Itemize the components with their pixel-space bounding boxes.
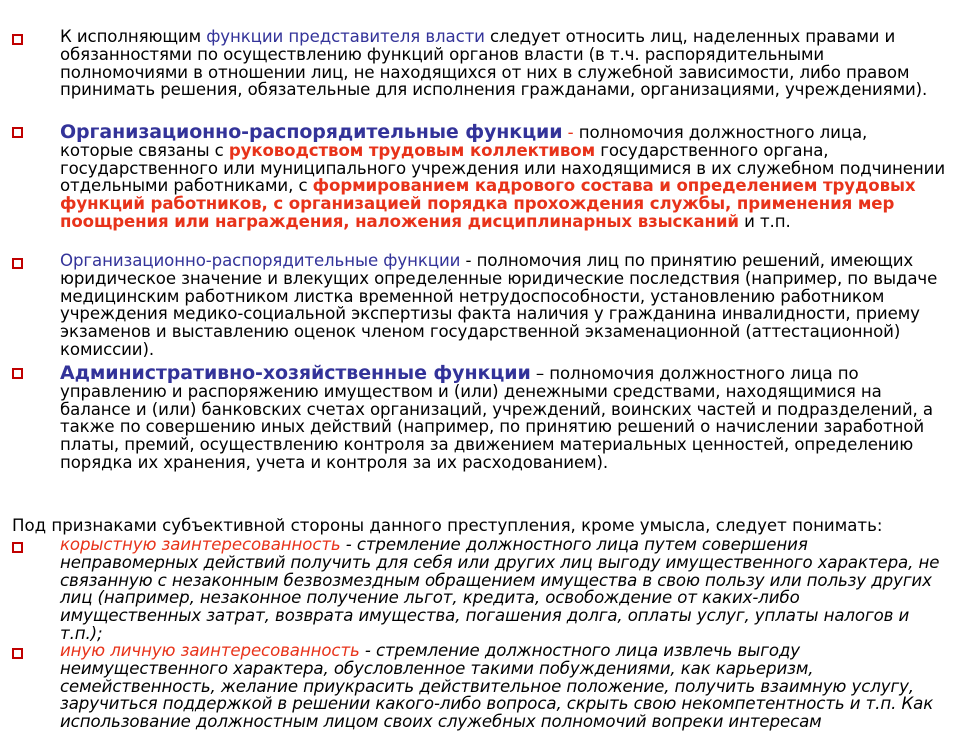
term-self-interest: корыстную заинтересованность <box>60 535 341 554</box>
text: - стремление должностного лица извлечь выгоду неимущественного характера, обусловленное такими побуждениями, как карьеризм, семейственность, желание приукрасить действительное положение, получить взаимную услугу, заручиться поддержкой в решении какого-либо вопроса, скрыть свою некомпетентность и т.п. Как использование должностным лицом своих служебных полномочий вопреки интересам <box>60 641 934 731</box>
square-bullet-icon <box>12 34 23 45</box>
term-org-admin-functions: Организационно-распорядительные функции <box>60 251 461 270</box>
text: - полномочия лиц по принятию решений, имеющих юридическое значение и влекущих определенные юридические последствия (например, по выдаче медицинским работником листка временной нетрудоспособности, установлению работником учреждения медико-социальной экспертизы факта наличия у гражданина инвалидности, приему экзаменов и выставлению оценок членом государственной экзаменационной (аттестационной) комиссии). <box>60 251 938 359</box>
square-bullet-icon <box>12 648 23 659</box>
text: и т.п. <box>738 211 791 231</box>
term-admin-economic-functions: Административно-хозяйственные функции <box>60 362 531 384</box>
square-bullet-icon <box>12 258 23 269</box>
item-text <box>60 121 945 231</box>
text: полномочия должностного лица, которые связаны с <box>60 123 868 160</box>
square-bullet-icon <box>12 127 23 138</box>
highlight-text: руководством трудовым коллективом <box>228 140 596 160</box>
highlight-text: формированием кадрового состава и определением трудовых функций работников, с организацией порядка прохождения службы, применения мер поощрения или награждения, наложения дисциплинарных взысканий <box>60 176 916 231</box>
term-personal-interest: иную личную заинтересованность <box>60 641 360 660</box>
text: государственного органа, государственного или муниципального учреждения или находящимися в их служебном подчинении отдельными работниками, с <box>60 140 945 196</box>
term-representative-functions: функции представителя власти <box>206 27 485 46</box>
item-text <box>60 536 945 643</box>
text: следует относить лиц, наделенных правами и обязанностями по осуществлению функций органов власти (в т.ч. распорядительными полномочиями в отношении лиц, не находящихся от них в служебной зависимости, либо правом принимать решения, обязательные для исполнения гражданами, организациями, учреждениями). <box>60 27 928 100</box>
text: - стремление должностного лица путем совершения неправомерных действий получить для себя или других лиц выгоду имущественного характера, не связанную с незаконным безвозмездным обращением имущества в свою пользу или пользу других лиц (например, незаконное получение льгот, кредита, освобождение от каких-либо имущественных затрат, возврата имущества, погашения долга, оплаты услуг, уплаты налогов и т.п.); <box>60 535 940 643</box>
item-text <box>60 252 945 359</box>
term-org-admin-functions: Организационно-распорядительные функции <box>60 121 563 143</box>
item-text <box>60 642 945 731</box>
square-bullet-icon <box>12 368 23 379</box>
text: – полномочия должностного лица по управлению и распоряжению имуществом и (или) денежными средствами, находящимися на балансе и (или) банковских счетах организаций, учреждений, воинских частей и подразделений, а также по совершению иных действий (например, по принятию решений о начислении заработной платы, премий, осуществлению контроля за движением материальных ценностей, определению порядка их хранения, учета и контроля за их расходованием). <box>60 364 933 472</box>
text: К исполняющим <box>60 27 207 46</box>
square-bullet-icon <box>12 542 23 553</box>
subjective-intro: Под признаками субъективной стороны данного преступления, кроме умысла, следует понимать: <box>12 516 883 535</box>
item-text <box>60 28 945 99</box>
item-text <box>60 362 945 472</box>
dash: - <box>562 123 579 142</box>
